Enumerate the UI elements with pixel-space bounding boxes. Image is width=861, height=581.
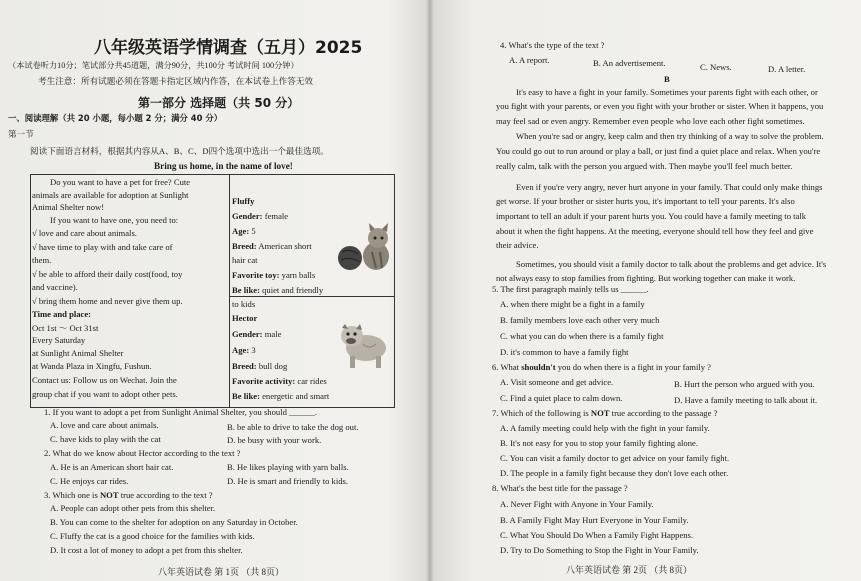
option: C. You can visit a family doctor to get advice on your family fight. xyxy=(500,453,730,463)
q6-post: you do when there is a fight in your family ? xyxy=(555,362,711,372)
option: D. it's common to have a family fight xyxy=(500,347,629,357)
ad-line: Every Saturday xyxy=(32,335,86,345)
exam-title: 八年级英语学情调查（五月）2025 xyxy=(94,38,363,58)
option: C. He enjoys car rides. xyxy=(50,476,129,486)
exam-note-1: （本试卷听力10分；笔试部分共45道题，满分90分，共100分 考试时间 100分钟） xyxy=(8,61,299,70)
ad-title: Bring us home, in the name of love! xyxy=(154,161,293,171)
para-2-line: really calm, talk with the person you argued with. Then maybe you'll feel much better. xyxy=(496,161,793,171)
option: A. love and care about animals. xyxy=(50,420,159,430)
ad-line: and vaccine). xyxy=(32,282,78,292)
value: bull dog xyxy=(258,361,288,371)
question-1: 1. If you want to adopt a pet from Sunlight Animal Shelter, you should ______. xyxy=(44,407,317,417)
question-3 xyxy=(44,490,213,500)
page-footer-2: 八年英语试卷 第 2页 （共 8页） xyxy=(566,565,693,575)
ad-line: group chat if you want to adopt other pets. xyxy=(32,389,178,399)
label: Age: xyxy=(232,345,250,355)
ad-line: Time and place: xyxy=(32,309,92,319)
option: D. be busy with your work. xyxy=(227,435,322,445)
page-1 xyxy=(0,0,428,581)
value: 5 xyxy=(251,226,256,236)
instruction: 阅读下面语言材料，根据其内容从A、B、C、D四个选项中选出一个最佳选项。 xyxy=(30,146,329,156)
value: male xyxy=(264,329,282,339)
value: 3 xyxy=(251,345,256,355)
option: D. It cost a lot of money to adopt a pet from this shelter. xyxy=(50,545,243,555)
page-2 xyxy=(432,0,861,581)
jie-1: 第一节 xyxy=(8,129,34,139)
ad-line: animals are available for adoption at Sunlight xyxy=(32,190,189,200)
q7-not: NOT xyxy=(590,408,610,418)
label: Gender: xyxy=(232,329,263,339)
option: C. News. xyxy=(700,62,732,72)
option: A. People can adopt other pets from this shelter. xyxy=(50,503,216,513)
option: B. A Family Fight May Hurt Everyone in Your Family. xyxy=(500,515,689,525)
para-2-line: When you're sad or angry, keep calm and then try thinking of a way to solve the problem. xyxy=(516,131,824,141)
ad-line: If you want to have one, you need to: xyxy=(50,215,179,225)
pet-divider xyxy=(229,296,394,297)
option: D. Try to Do Something to Stop the Fight in Your Family. xyxy=(500,545,699,555)
para-3-line: get worse. If your brother or sister hurts you, it's important to tell your parents. It's also xyxy=(496,196,795,206)
para-4-line: Sometimes, you should visit a family doctor to talk about the problems and get advice. It's xyxy=(516,259,827,269)
ad-line: √ be able to afford their daily cost(food, toy xyxy=(32,269,183,279)
option: A. A report. xyxy=(509,55,550,65)
label: Breed: xyxy=(232,241,257,251)
ad-line: at Wanda Plaza in Xingfu, Fushun. xyxy=(32,361,152,371)
cat-illustration xyxy=(336,222,394,274)
option: D. Have a family meeting to talk about it. xyxy=(674,395,818,405)
option: B. He likes playing with yarn balls. xyxy=(227,462,349,472)
question-8: 8. What's the best title for the passage ? xyxy=(492,483,628,493)
value: hair cat xyxy=(232,255,258,265)
para-1-line: you fight with your parents, or even you fight with your brother or sister. When it happens, you xyxy=(496,101,824,111)
label: Favorite toy: xyxy=(232,270,280,280)
value: energetic and smart xyxy=(262,391,330,401)
question-6 xyxy=(492,362,711,372)
option: C. Find a quiet place to calm down. xyxy=(500,393,623,403)
option: A. A family meeting could help with the fight in your family. xyxy=(500,423,710,433)
option: B. It's not easy for you to stop your family fighting alone. xyxy=(500,438,698,448)
option: B. Hurt the person who argued with you. xyxy=(674,379,815,389)
option: D. The people in a family fight because they don't love each other. xyxy=(500,468,729,478)
option: D. He is smart and friendly to kids. xyxy=(227,476,349,486)
label: Age: xyxy=(232,226,250,236)
option: A. Never Fight with Anyone in Your Family. xyxy=(500,499,654,509)
ad-line: Do you want to have a pet for free? Cute xyxy=(50,177,191,187)
question-4: 4. What's the type of the text ? xyxy=(500,40,605,50)
ad-line: Contact us: Follow us on Wechat. Join the xyxy=(32,375,177,385)
option: C. what you can do when there is a family fight xyxy=(500,331,664,341)
pet-name-hector: Hector xyxy=(232,313,258,323)
value: quiet and friendly xyxy=(262,285,324,295)
label: Be like: xyxy=(232,391,260,401)
q3-not: NOT xyxy=(99,490,119,500)
label: Gender: xyxy=(232,211,263,221)
para-3-line: Even if you're very angry, never hurt anyone in your family. That could only make things xyxy=(516,182,823,192)
q6-not: shouldn't xyxy=(521,362,556,372)
para-4-line: not always easy to stop families from fighting. But working together can make it work. xyxy=(496,273,796,283)
label: Breed: xyxy=(232,361,257,371)
option: B. You can come to the shelter for adoption on any Saturday in October. xyxy=(50,517,298,527)
option: B. family members love each other very much xyxy=(500,315,660,325)
ad-line: them. xyxy=(32,255,52,265)
ad-line: √ have time to play with and take care of xyxy=(32,242,173,252)
question-5: 5. The first paragraph mainly tells us ______. xyxy=(492,284,649,294)
para-3-line: important to tell an adult if your parent hurts you. You could have a family meeting to talk xyxy=(496,211,807,221)
para-3-line: their advice. xyxy=(496,240,539,250)
option: B. An advertisement. xyxy=(593,58,666,68)
section-1-heading: 一、阅读理解（共 20 小题，每小题 2 分；满分 40 分） xyxy=(8,113,223,123)
q3-post: true according to the text ? xyxy=(118,490,213,500)
section-b: B xyxy=(664,74,670,84)
value: to kids xyxy=(232,299,256,309)
value: female xyxy=(264,211,289,221)
pet-name-fluffy: Fluffy xyxy=(232,196,255,206)
para-1-line: may feel sad or even angry. Remember even people who love each other fight sometimes. xyxy=(496,116,805,126)
question-7 xyxy=(492,408,717,418)
option: C. have kids to play with the cat xyxy=(50,434,161,444)
option: D. A letter. xyxy=(768,64,806,74)
question-2: 2. What do we know about Hector according to the text ? xyxy=(44,448,241,458)
ad-line: √ love and care about animals. xyxy=(32,228,137,238)
dog-illustration xyxy=(336,316,394,370)
option: A. Visit someone and get advice. xyxy=(500,377,614,387)
para-2-line: You could go out to run around or play a ball, or just find a quiet place and relax. When you're xyxy=(496,146,821,156)
label: Favorite activity: xyxy=(232,376,296,386)
value: yarn balls xyxy=(281,270,316,280)
ad-line: √ bring them home and never give them up. xyxy=(32,296,183,306)
para-3-line: about it when the fight happens. At the meeting, everyone should tell how they feel and give xyxy=(496,226,814,236)
ad-line: Animal Shelter now! xyxy=(32,202,105,212)
q6-pre: 6. What xyxy=(492,362,522,372)
option: A. He is an American short hair cat. xyxy=(50,462,174,472)
label: Be like: xyxy=(232,285,260,295)
para-1-line: It's easy to have a fight in your family. Sometimes your parents fight with each other, or xyxy=(516,87,818,97)
ad-line: at Sunlight Animal Shelter xyxy=(32,348,124,358)
q7-post: true according to the passage ? xyxy=(609,408,718,418)
value: car rides xyxy=(297,376,327,386)
option: C. Fluffy the cat is a good choice for the families with kids. xyxy=(50,531,255,541)
ad-line: Oct 1st ～ Oct 31st xyxy=(32,323,99,333)
q3-pre: 3. Which one is xyxy=(44,490,100,500)
option: A. when there might be a fight in a family xyxy=(500,299,645,309)
ad-divider xyxy=(229,175,230,407)
option: B. be able to drive to take the dog out. xyxy=(227,422,359,432)
value: American short xyxy=(258,241,312,251)
q7-pre: 7. Which of the following is xyxy=(492,408,591,418)
option: C. What You Should Do When a Family Fight Happens. xyxy=(500,530,694,540)
page-footer-1: 八年英语试卷 第 1页 （共 8页） xyxy=(158,567,285,577)
exam-note-2: 考生注意：所有试题必须在答题卡指定区域内作答，在本试卷上作答无效 xyxy=(38,76,314,86)
part-1-heading: 第一部分 选择题（共 50 分） xyxy=(138,96,300,110)
